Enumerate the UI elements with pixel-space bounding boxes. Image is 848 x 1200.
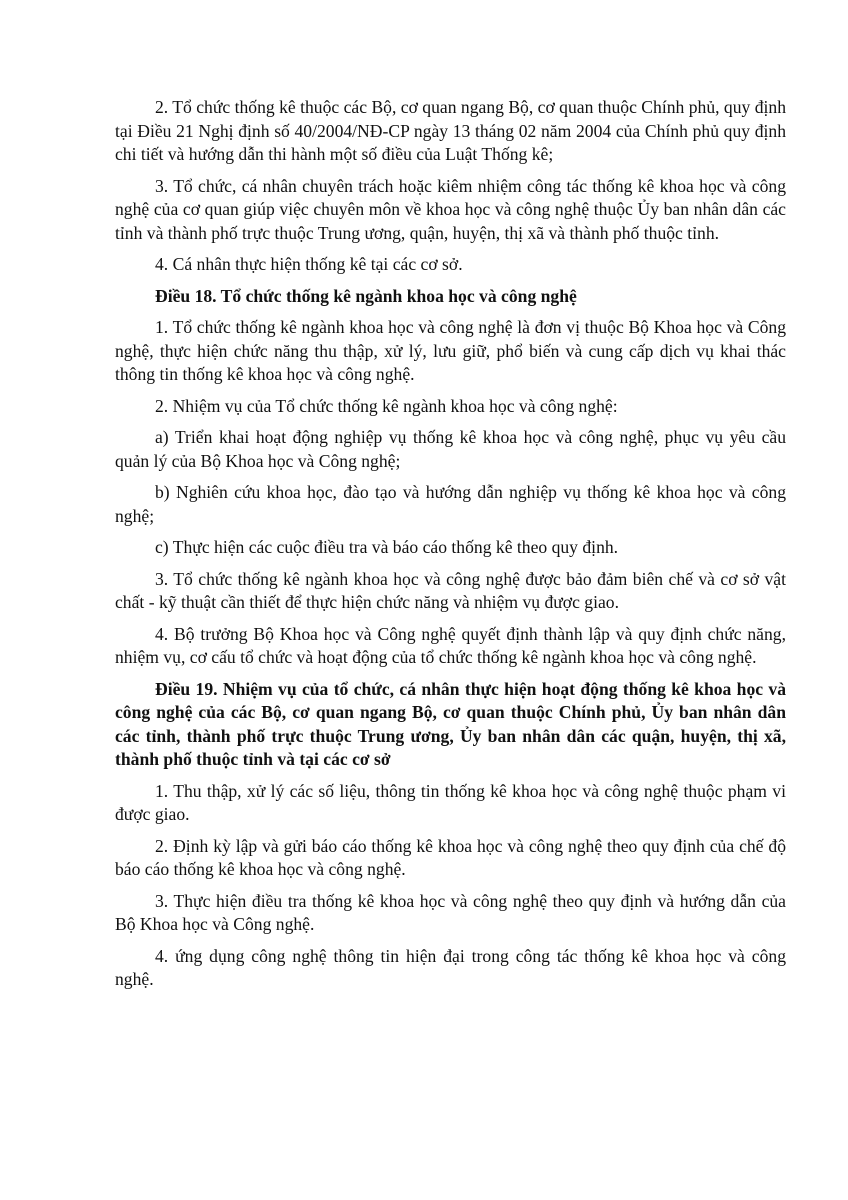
document-page (115, 96, 786, 1000)
article-18-heading: Điều 18. Tổ chức thống kê ngành khoa học và công nghệ (155, 285, 577, 306)
paragraph-art19-item3: 3. Thực hiện điều tra thống kê khoa học và công nghệ theo quy định và hướng dẫn của Bộ Khoa học và Công nghệ. (115, 890, 786, 934)
paragraph-art18-item2: 2. Nhiệm vụ của Tổ chức thống kê ngành khoa học và công nghệ: (155, 395, 618, 416)
paragraph-art18-item2a: a) Triển khai hoạt động nghiệp vụ thống kê khoa học và công nghệ, phục vụ yêu cầu quản lý của Bộ Khoa học và Công nghệ; (115, 427, 786, 471)
paragraph-art18-item2c: c) Thực hiện các cuộc điều tra và báo cáo thống kê theo quy định. (155, 537, 619, 557)
article-19-heading: Điều 19. Nhiệm vụ của tổ chức, cá nhân thực hiện hoạt động thống kê khoa học và công nghệ của các Bộ, cơ quan ngang Bộ, cơ quan thuộc Chính phủ, Ủy ban nhân dân các tỉnh, thành phố trực thuộc Trung ương, Ủy ban nhân dân các quận, huyện, thị xã, thành phố thuộc tỉnh và tại các cơ sở (115, 678, 786, 769)
paragraph-art18-item3: 3. Tổ chức thống kê ngành khoa học và công nghệ được bảo đảm biên chế và cơ sở vật chất - kỹ thuật cần thiết để thực hiện chức năng và nhiệm vụ được giao. (115, 568, 786, 612)
paragraph-art19-item4: 4. ứng dụng công nghệ thông tin hiện đại trong công tác thống kê khoa học và công nghệ. (115, 945, 786, 989)
paragraph-art18-item1: 1. Tổ chức thống kê ngành khoa học và công nghệ là đơn vị thuộc Bộ Khoa học và Công nghệ, thực hiện chức năng thu thập, xử lý, lưu giữ, phổ biến và cung cấp dịch vụ khai thác thông tin thống kê khoa học và công nghệ. (115, 317, 786, 384)
paragraph-art18-item2b: b) Nghiên cứu khoa học, đào tạo và hướng dẫn nghiệp vụ thống kê khoa học và công nghệ; (115, 482, 786, 526)
paragraph-art17-item4: 4. Cá nhân thực hiện thống kê tại các cơ sở. (155, 254, 463, 274)
paragraph-art19-item1: 1. Thu thập, xử lý các số liệu, thông tin thống kê khoa học và công nghệ thuộc phạm vi được giao. (115, 780, 786, 824)
paragraph-art17-item2: 2. Tổ chức thống kê thuộc các Bộ, cơ quan ngang Bộ, cơ quan thuộc Chính phủ, quy định tại Điều 21 Nghị định số 40/2004/NĐ-CP ngày 13 tháng 02 năm 2004 của Chính phủ quy định chi tiết và hướng dẫn thi hành một số điều của Luật Thống kê; (115, 97, 786, 164)
paragraph-art18-item4: 4. Bộ trưởng Bộ Khoa học và Công nghệ quyết định thành lập và quy định chức năng, nhiệm vụ, cơ cấu tổ chức và hoạt động của tổ chức thống kê ngành khoa học và công nghệ. (115, 623, 786, 667)
paragraph-art19-item2: 2. Định kỳ lập và gửi báo cáo thống kê khoa học và công nghệ theo quy định của chế độ báo cáo thống kê khoa học và công nghệ. (115, 835, 786, 879)
paragraph-art17-item3: 3. Tổ chức, cá nhân chuyên trách hoặc kiêm nhiệm công tác thống kê khoa học và công nghệ của cơ quan giúp việc chuyên môn về khoa học và công nghệ thuộc Ủy ban nhân dân các tỉnh và thành phố trực thuộc Trung ương, quận, huyện, thị xã và thành phố thuộc tỉnh. (115, 175, 786, 243)
